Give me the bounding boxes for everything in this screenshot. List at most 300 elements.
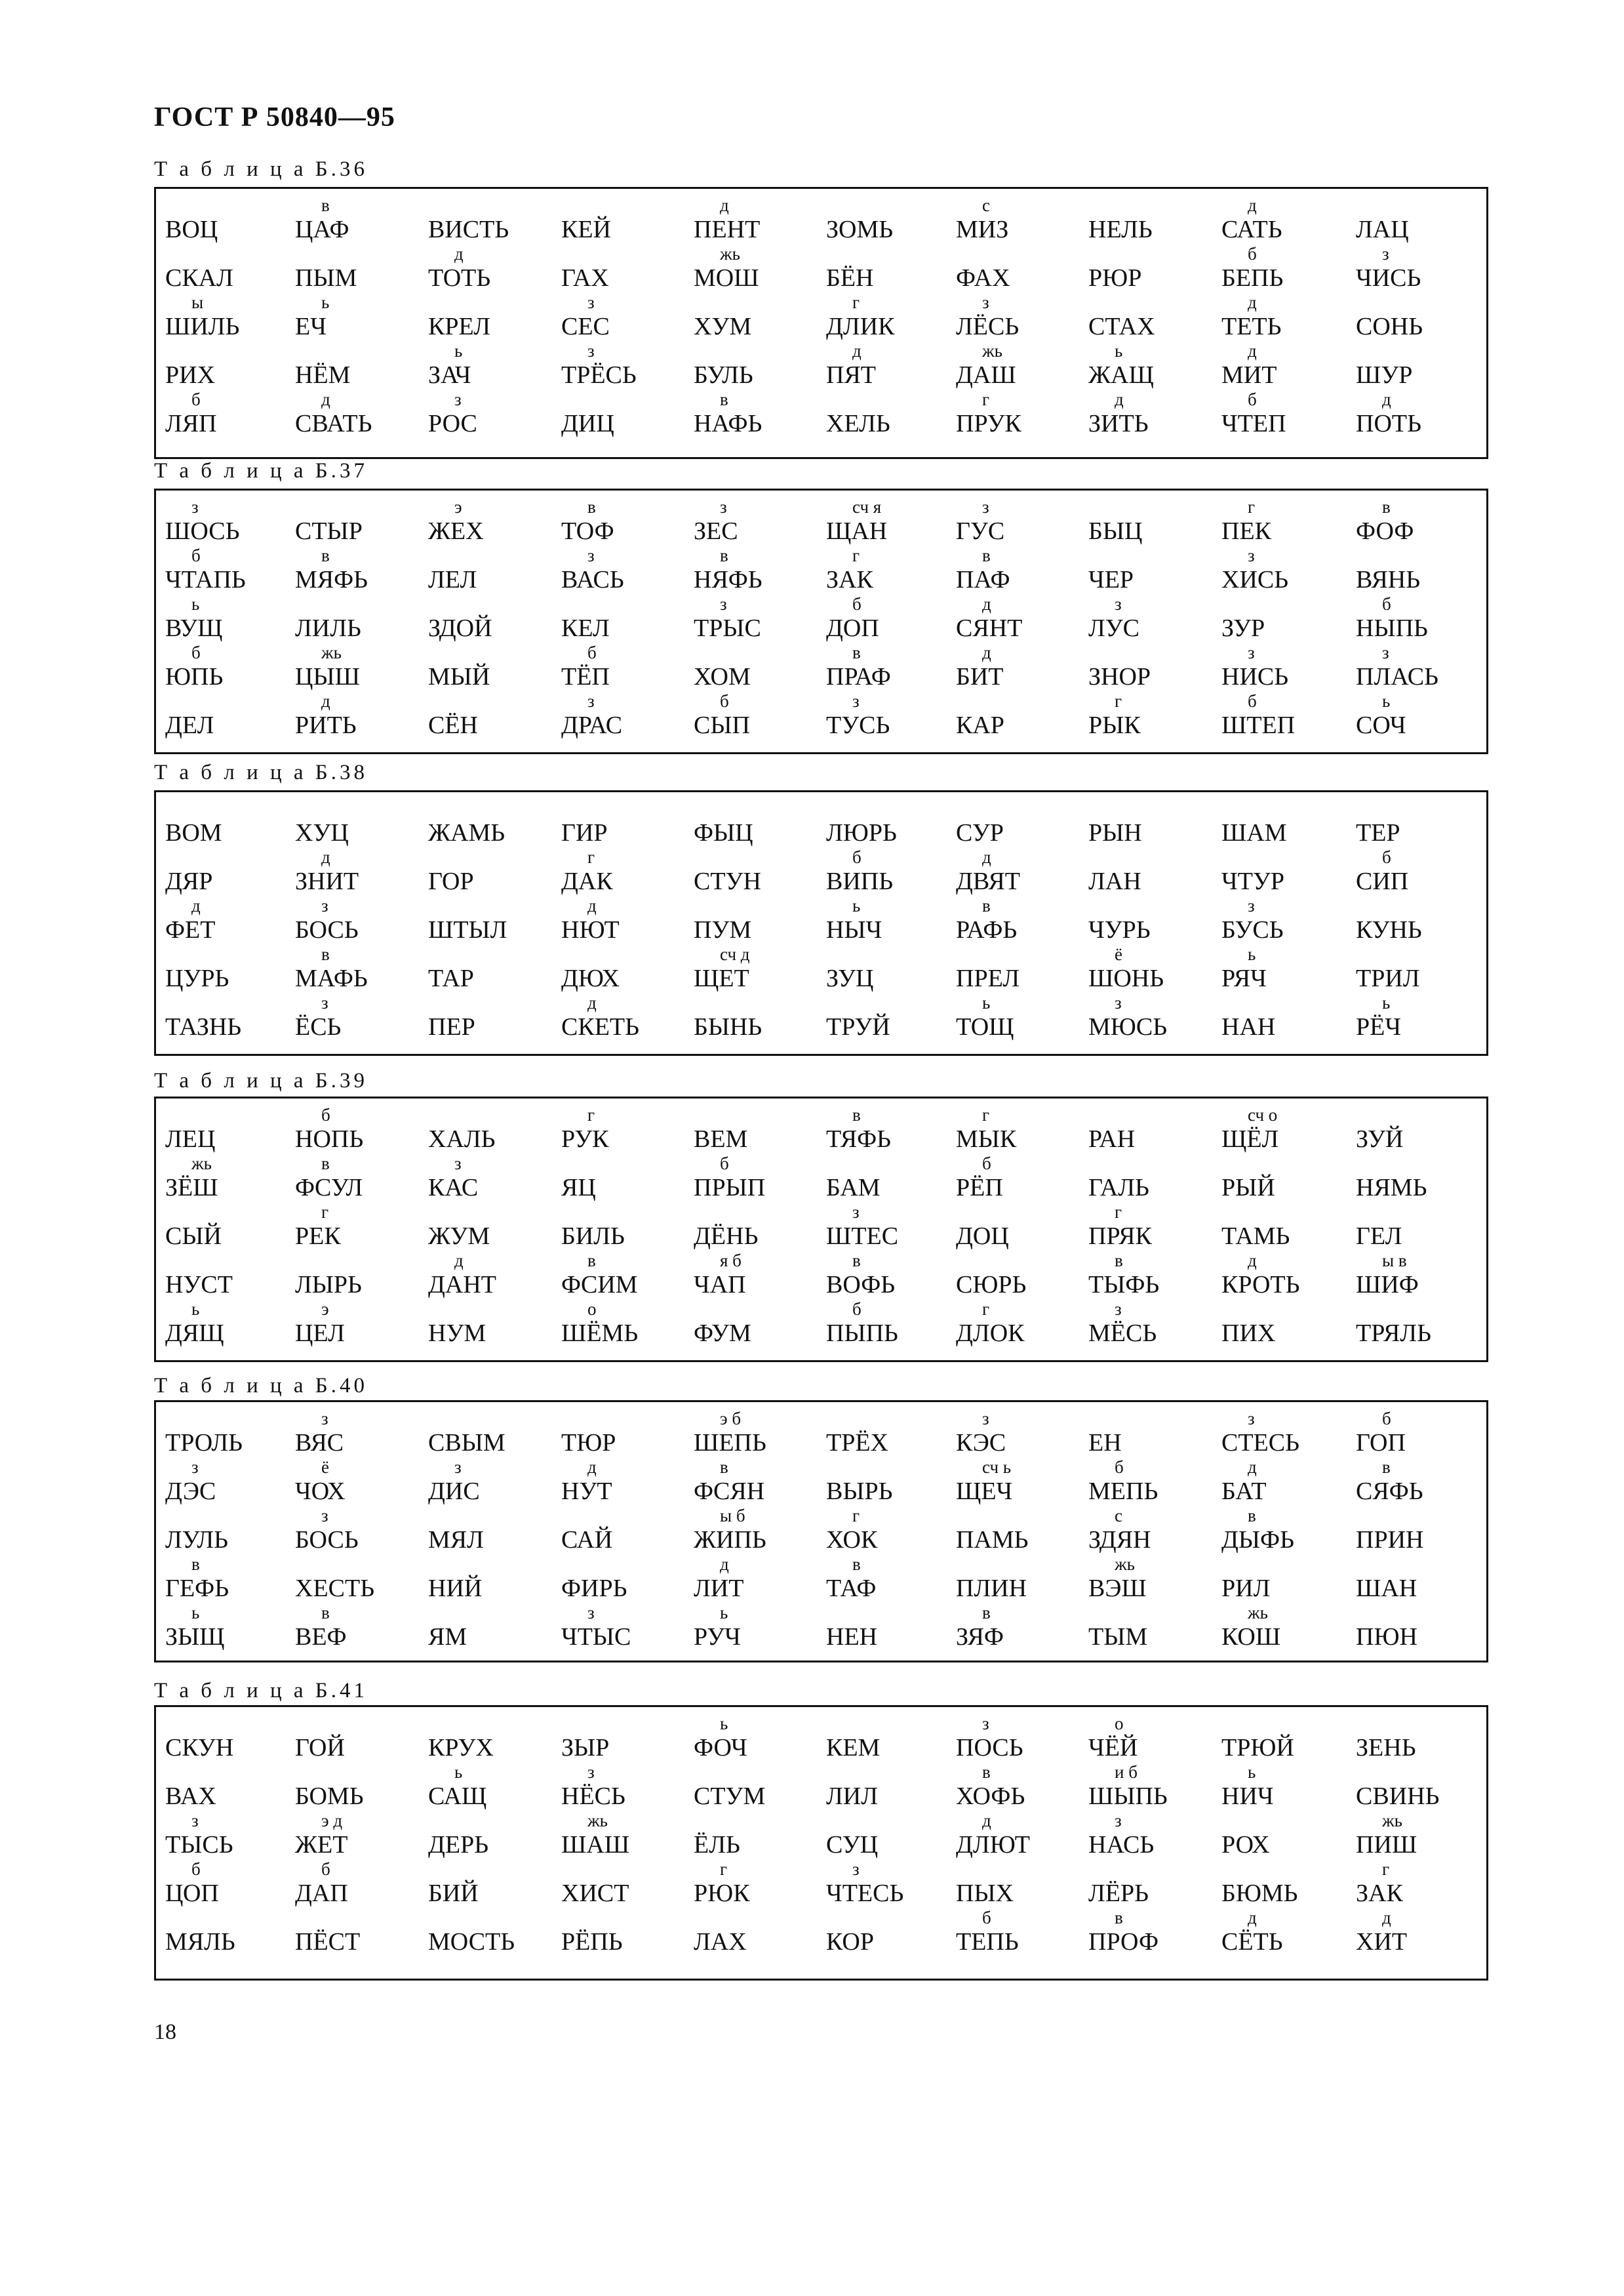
syllable-word: ПЁСТ <box>295 1928 361 1956</box>
word-cell <box>694 1252 825 1300</box>
word-cell <box>1088 1556 1219 1604</box>
substitution-mark: я б <box>720 1251 742 1270</box>
word-cell <box>295 1300 426 1349</box>
syllable-word: БУЛЬ <box>694 361 753 389</box>
syllable-word: ЛУЛЬ <box>165 1526 228 1554</box>
substitution-mark: д <box>1115 390 1124 409</box>
syllable-word: ФУМ <box>694 1319 751 1347</box>
table-row <box>156 547 1486 595</box>
syllable-word: ХУЦ <box>295 819 349 847</box>
syllable-word: ДАК <box>561 868 613 895</box>
syllable-word: СЁН <box>428 712 478 739</box>
substitution-mark: б <box>191 1859 201 1879</box>
substitution-mark: б <box>587 643 597 662</box>
substitution-mark: д <box>1248 1251 1257 1270</box>
syllable-word: ТАМЬ <box>1221 1222 1290 1250</box>
syllable-word: ЛЫРЬ <box>295 1271 362 1299</box>
syllable-word: ТАЗНЬ <box>165 1013 242 1041</box>
substitution-mark: з <box>454 1457 462 1477</box>
syllable-word: ТОЩ <box>956 1013 1014 1041</box>
word-cell <box>561 1812 692 1861</box>
substitution-mark: г <box>587 847 595 867</box>
table-row <box>156 294 1486 342</box>
table-row <box>156 1604 1486 1653</box>
syllable-word: СЯНТ <box>956 614 1023 642</box>
word-cell <box>428 1763 559 1812</box>
syllable-word: НЫЧ <box>826 916 882 944</box>
syllable-word: ПРЫП <box>694 1174 766 1201</box>
syllable-word: ВАСЬ <box>561 566 624 594</box>
substitution-mark: жь <box>1115 1554 1135 1574</box>
substitution-mark: з <box>982 1409 989 1428</box>
word-cell <box>1356 1763 1487 1812</box>
syllable-word: ЦОП <box>165 1880 219 1907</box>
syllable-word: ЧТАПЬ <box>165 566 246 594</box>
word-cell <box>1356 1812 1487 1861</box>
syllable-word: ЦЫШ <box>295 663 360 691</box>
syllable-word: БЮМЬ <box>1221 1880 1298 1907</box>
syllable-word: ДАШ <box>956 361 1016 389</box>
substitution-mark: с <box>1115 1506 1122 1525</box>
table-row <box>156 1155 1486 1203</box>
substitution-mark: ь <box>1115 341 1123 361</box>
word-cell <box>1088 1861 1219 1909</box>
table-caption: Т а б л и ц а Б.39 <box>154 1069 368 1093</box>
syllable-word: ЧЁЙ <box>1088 1734 1138 1762</box>
substitution-mark: и б <box>1115 1762 1138 1782</box>
syllable-word: СВАТЬ <box>295 410 372 437</box>
word-cell <box>295 391 426 439</box>
word-cell <box>1356 1300 1487 1349</box>
syllable-word: ЦАФ <box>295 216 349 243</box>
word-cell <box>826 245 957 294</box>
word-cell <box>1356 391 1487 439</box>
substitution-mark: б <box>982 1908 991 1927</box>
substitution-mark: в <box>720 390 728 409</box>
syllable-word: ЯМ <box>428 1623 467 1651</box>
substitution-mark: з <box>982 292 989 312</box>
word-cell <box>561 994 692 1043</box>
word-cell <box>165 849 296 897</box>
word-cell <box>1221 1812 1353 1861</box>
syllable-word: ТЕПЬ <box>956 1928 1019 1956</box>
syllable-word: РИТЬ <box>295 712 357 739</box>
substitution-mark: г <box>321 1202 329 1222</box>
word-cell <box>295 1252 426 1300</box>
syllable-word: ХЕЛЬ <box>826 410 890 437</box>
syllable-word: ЦЕЛ <box>295 1319 345 1347</box>
word-cell <box>1356 595 1487 644</box>
syllable-word: ЧТУР <box>1221 868 1284 895</box>
syllable-word: ХУМ <box>694 313 752 340</box>
word-cell <box>1221 1203 1353 1252</box>
word-cell <box>561 245 692 294</box>
syllable-word: ХИТ <box>1356 1928 1408 1956</box>
syllable-word: НЕН <box>826 1623 878 1651</box>
syllable-word: ДЛЮТ <box>956 1831 1031 1859</box>
syllable-word: ТРИЛ <box>1356 965 1420 992</box>
word-cell <box>428 644 559 693</box>
word-cell <box>956 1604 1087 1653</box>
substitution-mark: г <box>1115 691 1122 711</box>
syllable-word: МОШ <box>694 264 759 292</box>
syllable-word: ПЛИН <box>956 1575 1027 1602</box>
syllable-word: БЫЦ <box>1088 517 1143 545</box>
word-cell <box>826 994 957 1043</box>
word-cell <box>956 1459 1087 1507</box>
word-cell <box>956 693 1087 741</box>
syllable-word: РУЧ <box>694 1623 741 1651</box>
syllable-word: ШИФ <box>1356 1271 1419 1299</box>
word-cell <box>428 245 559 294</box>
syllable-word: ВЯНЬ <box>1356 566 1421 594</box>
substitution-mark: в <box>321 546 330 565</box>
word-cell <box>956 800 1087 849</box>
substitution-mark: ь <box>852 896 861 916</box>
word-cell <box>956 849 1087 897</box>
syllable-word: ПРЯК <box>1088 1222 1152 1250</box>
syllable-word: МЫЙ <box>428 663 490 691</box>
table-row <box>156 644 1486 693</box>
substitution-mark: б <box>1382 1409 1391 1428</box>
word-cell <box>295 245 426 294</box>
substitution-mark: з <box>321 896 328 916</box>
word-cell <box>826 1459 957 1507</box>
syllable-word: ФОЧ <box>694 1734 747 1762</box>
substitution-mark: д <box>852 341 862 361</box>
syllable-word: МЯФЬ <box>295 566 368 594</box>
word-cell <box>428 391 559 439</box>
syllable-word: ГЕФЬ <box>165 1575 229 1602</box>
syllable-word: БИТ <box>956 663 1004 691</box>
substitution-mark: б <box>1248 244 1257 264</box>
word-cell <box>1088 1909 1219 1958</box>
syllable-word: КРЕЛ <box>428 313 490 340</box>
syllable-word: МЕПЬ <box>1088 1478 1159 1505</box>
word-cell <box>428 1861 559 1909</box>
substitution-mark: б <box>720 691 729 711</box>
syllable-word: НЁСЬ <box>561 1782 625 1810</box>
syllable-word: СТУН <box>694 868 761 895</box>
syllable-word: СТАХ <box>1088 313 1155 340</box>
word-cell <box>561 1604 692 1653</box>
syllable-word: ВЫРЬ <box>826 1478 893 1505</box>
substitution-mark: з <box>191 497 199 517</box>
word-cell <box>956 1812 1087 1861</box>
word-cell <box>956 1106 1087 1155</box>
word-cell <box>826 1106 957 1155</box>
syllable-word: СЁТЬ <box>1221 1928 1283 1956</box>
syllable-word: КЕМ <box>826 1734 881 1762</box>
word-cell <box>561 197 692 245</box>
word-cell <box>826 1300 957 1349</box>
word-cell <box>428 1155 559 1203</box>
table-row <box>156 1556 1486 1604</box>
substitution-mark: з <box>852 691 860 711</box>
word-cell <box>1221 693 1353 741</box>
word-cell <box>561 1155 692 1203</box>
word-cell <box>694 1861 825 1909</box>
word-cell <box>295 547 426 595</box>
syllable-word: ГОП <box>1356 1429 1406 1457</box>
syllable-word: ФЕТ <box>165 916 216 944</box>
word-cell <box>694 1507 825 1556</box>
word-cell <box>428 197 559 245</box>
substitution-mark: б <box>1248 390 1257 409</box>
word-cell <box>1356 294 1487 342</box>
syllable-word: ЗНИТ <box>295 868 359 895</box>
syllable-word: ВАХ <box>165 1782 216 1810</box>
syllable-word: НЫПЬ <box>1356 614 1428 642</box>
syllable-word: СЯФЬ <box>1356 1478 1423 1505</box>
substitution-mark: э <box>321 1299 329 1319</box>
table-row <box>156 800 1486 849</box>
syllable-word: ВУЩ <box>165 614 223 642</box>
substitution-mark: в <box>1382 497 1391 517</box>
syllable-word: БОМЬ <box>295 1782 364 1810</box>
syllable-word: ЧИСЬ <box>1356 264 1421 292</box>
word-cell <box>165 197 296 245</box>
substitution-mark: б <box>191 390 201 409</box>
word-cell <box>956 1252 1087 1300</box>
syllable-word: ЮПЬ <box>165 663 224 691</box>
word-cell <box>1088 197 1219 245</box>
substitution-mark: з <box>1115 993 1122 1013</box>
syllable-word: СВЫМ <box>428 1429 505 1457</box>
substitution-mark: з <box>1248 896 1255 916</box>
word-cell <box>1088 1155 1219 1203</box>
word-cell <box>1221 197 1353 245</box>
syllable-word: РЯЧ <box>1221 965 1267 992</box>
word-cell <box>561 1252 692 1300</box>
syllable-word: БЕПЬ <box>1221 264 1284 292</box>
syllable-word: ГОЙ <box>295 1734 345 1762</box>
word-cell <box>295 1459 426 1507</box>
word-cell <box>1088 897 1219 946</box>
syllable-word: ВЯС <box>295 1429 344 1457</box>
word-table <box>154 1400 1488 1662</box>
substitution-mark: д <box>1248 341 1257 361</box>
word-cell <box>826 595 957 644</box>
syllable-word: ЛЮРЬ <box>826 819 897 847</box>
word-cell <box>1088 693 1219 741</box>
syllable-word: РЫЙ <box>1221 1174 1275 1201</box>
word-cell <box>561 1507 692 1556</box>
syllable-word: РЕК <box>295 1222 341 1250</box>
syllable-word: ЗДЯН <box>1088 1526 1151 1554</box>
substitution-mark: з <box>1248 546 1255 565</box>
syllable-word: ДВЯТ <box>956 868 1020 895</box>
word-cell <box>1221 1507 1353 1556</box>
word-cell <box>1088 342 1219 391</box>
table-row <box>156 994 1486 1043</box>
syllable-word: ХОК <box>826 1526 878 1554</box>
syllable-word: СЫЙ <box>165 1222 222 1250</box>
substitution-mark: з <box>720 497 727 517</box>
word-cell <box>1221 1909 1353 1958</box>
syllable-word: ТЕР <box>1356 819 1400 847</box>
syllable-word: МЯЛЬ <box>165 1928 235 1956</box>
syllable-word: ЯЦ <box>561 1174 596 1201</box>
substitution-mark: б <box>1382 594 1391 614</box>
word-cell <box>956 197 1087 245</box>
syllable-word: ПОСЬ <box>956 1734 1023 1762</box>
word-cell <box>826 693 957 741</box>
word-cell <box>826 644 957 693</box>
substitution-mark: з <box>587 546 595 565</box>
word-cell <box>165 1556 296 1604</box>
syllable-word: ЗНОР <box>1088 663 1151 691</box>
word-cell <box>165 498 296 547</box>
syllable-word: ЕН <box>1088 1429 1122 1457</box>
table-row <box>156 1715 1486 1763</box>
word-cell <box>561 800 692 849</box>
syllable-word: ПОТЬ <box>1356 410 1421 437</box>
word-cell <box>1356 1106 1487 1155</box>
substitution-mark: о <box>1115 1714 1124 1733</box>
syllable-word: КУНЬ <box>1356 916 1422 944</box>
word-cell <box>1221 1459 1353 1507</box>
word-cell <box>1356 547 1487 595</box>
substitution-mark: г <box>852 292 860 312</box>
word-cell <box>428 1812 559 1861</box>
word-cell <box>826 1556 957 1604</box>
word-cell <box>165 547 296 595</box>
syllable-word: ТЫСЬ <box>165 1831 233 1859</box>
word-cell <box>694 644 825 693</box>
syllable-word: МЁСЬ <box>1088 1319 1157 1347</box>
word-cell <box>826 1763 957 1812</box>
substitution-mark: ь <box>1382 691 1391 711</box>
word-cell <box>694 595 825 644</box>
word-cell <box>694 1459 825 1507</box>
syllable-word: РЁП <box>956 1174 1003 1201</box>
table-row <box>156 498 1486 547</box>
table-row <box>156 342 1486 391</box>
word-cell <box>1356 644 1487 693</box>
substitution-mark: в <box>720 546 728 565</box>
table-row <box>156 1812 1486 1861</box>
word-cell <box>428 1410 559 1459</box>
table-row <box>156 897 1486 946</box>
word-cell <box>561 1300 692 1349</box>
substitution-mark: з <box>321 993 328 1013</box>
syllable-word: ПАМЬ <box>956 1526 1029 1554</box>
syllable-word: КОШ <box>1221 1623 1281 1651</box>
syllable-word: ГАХ <box>561 264 609 292</box>
word-cell <box>1221 1763 1353 1812</box>
word-cell <box>1221 994 1353 1043</box>
syllable-word: ХОМ <box>694 663 751 691</box>
syllable-word: ВОФЬ <box>826 1271 896 1299</box>
syllable-word: ЗУЙ <box>1356 1125 1404 1153</box>
word-cell <box>561 849 692 897</box>
word-cell <box>1356 1459 1487 1507</box>
substitution-mark: д <box>454 244 464 264</box>
substitution-mark: з <box>982 1714 989 1733</box>
syllable-word: НАН <box>1221 1013 1276 1041</box>
syllable-word: ПИШ <box>1356 1831 1417 1859</box>
syllable-word: КОР <box>826 1928 874 1956</box>
substitution-mark: ь <box>720 1603 728 1622</box>
substitution-mark: з <box>321 1409 328 1428</box>
syllable-word: ДЭС <box>165 1478 216 1505</box>
substitution-mark: з <box>982 497 989 517</box>
syllable-word: ДЛИК <box>826 313 895 340</box>
word-cell <box>694 1410 825 1459</box>
word-cell <box>165 1252 296 1300</box>
word-cell <box>1221 897 1353 946</box>
substitution-mark: б <box>321 1105 330 1125</box>
word-cell <box>1356 1556 1487 1604</box>
substitution-mark: ы б <box>720 1506 745 1525</box>
syllable-word: ЛЁРЬ <box>1088 1880 1149 1907</box>
substitution-mark: д <box>321 691 330 711</box>
word-cell <box>561 547 692 595</box>
word-cell <box>1221 1155 1353 1203</box>
substitution-mark: в <box>982 896 991 916</box>
substitution-mark: г <box>982 1299 990 1319</box>
word-cell <box>165 1106 296 1155</box>
syllable-word: ПУМ <box>694 916 752 944</box>
syllable-word: ПРУК <box>956 410 1021 437</box>
syllable-word: ЖАМЬ <box>428 819 505 847</box>
syllable-word: БОСЬ <box>295 916 359 944</box>
word-cell <box>826 1410 957 1459</box>
word-cell <box>561 644 692 693</box>
substitution-mark: в <box>191 1554 200 1574</box>
substitution-mark: в <box>321 944 330 964</box>
word-cell <box>826 1604 957 1653</box>
substitution-mark: д <box>982 847 991 867</box>
substitution-mark: з <box>1115 1299 1122 1319</box>
substitution-mark: д <box>982 643 991 662</box>
word-cell <box>1221 595 1353 644</box>
substitution-mark: в <box>1248 1506 1256 1525</box>
word-cell <box>165 391 296 439</box>
substitution-mark: з <box>1115 1811 1122 1830</box>
table-row <box>156 1763 1486 1812</box>
syllable-word: НУСТ <box>165 1271 233 1299</box>
word-cell <box>826 294 957 342</box>
word-table <box>154 790 1488 1056</box>
substitution-mark: з <box>1248 643 1255 662</box>
word-table <box>154 1705 1488 1981</box>
syllable-word: СУЦ <box>826 1831 879 1859</box>
word-cell <box>1356 1252 1487 1300</box>
substitution-mark: д <box>1382 390 1391 409</box>
syllable-word: ПРИН <box>1356 1526 1424 1554</box>
word-cell <box>295 1812 426 1861</box>
syllable-word: РЮК <box>694 1880 750 1907</box>
word-cell <box>295 693 426 741</box>
substitution-mark: з <box>1382 643 1389 662</box>
word-cell <box>165 595 296 644</box>
substitution-mark: в <box>852 1251 861 1270</box>
word-cell <box>295 1106 426 1155</box>
syllable-word: БЁН <box>826 264 874 292</box>
word-cell <box>561 897 692 946</box>
syllable-word: ЛЯП <box>165 410 217 437</box>
word-cell <box>428 595 559 644</box>
word-cell <box>826 1203 957 1252</box>
word-cell <box>956 1507 1087 1556</box>
syllable-word: НУТ <box>561 1478 612 1505</box>
syllable-word: ЦУРЬ <box>165 965 229 992</box>
word-cell <box>561 946 692 994</box>
substitution-mark: д <box>454 1251 464 1270</box>
syllable-word: ЧТЕП <box>1221 410 1286 437</box>
